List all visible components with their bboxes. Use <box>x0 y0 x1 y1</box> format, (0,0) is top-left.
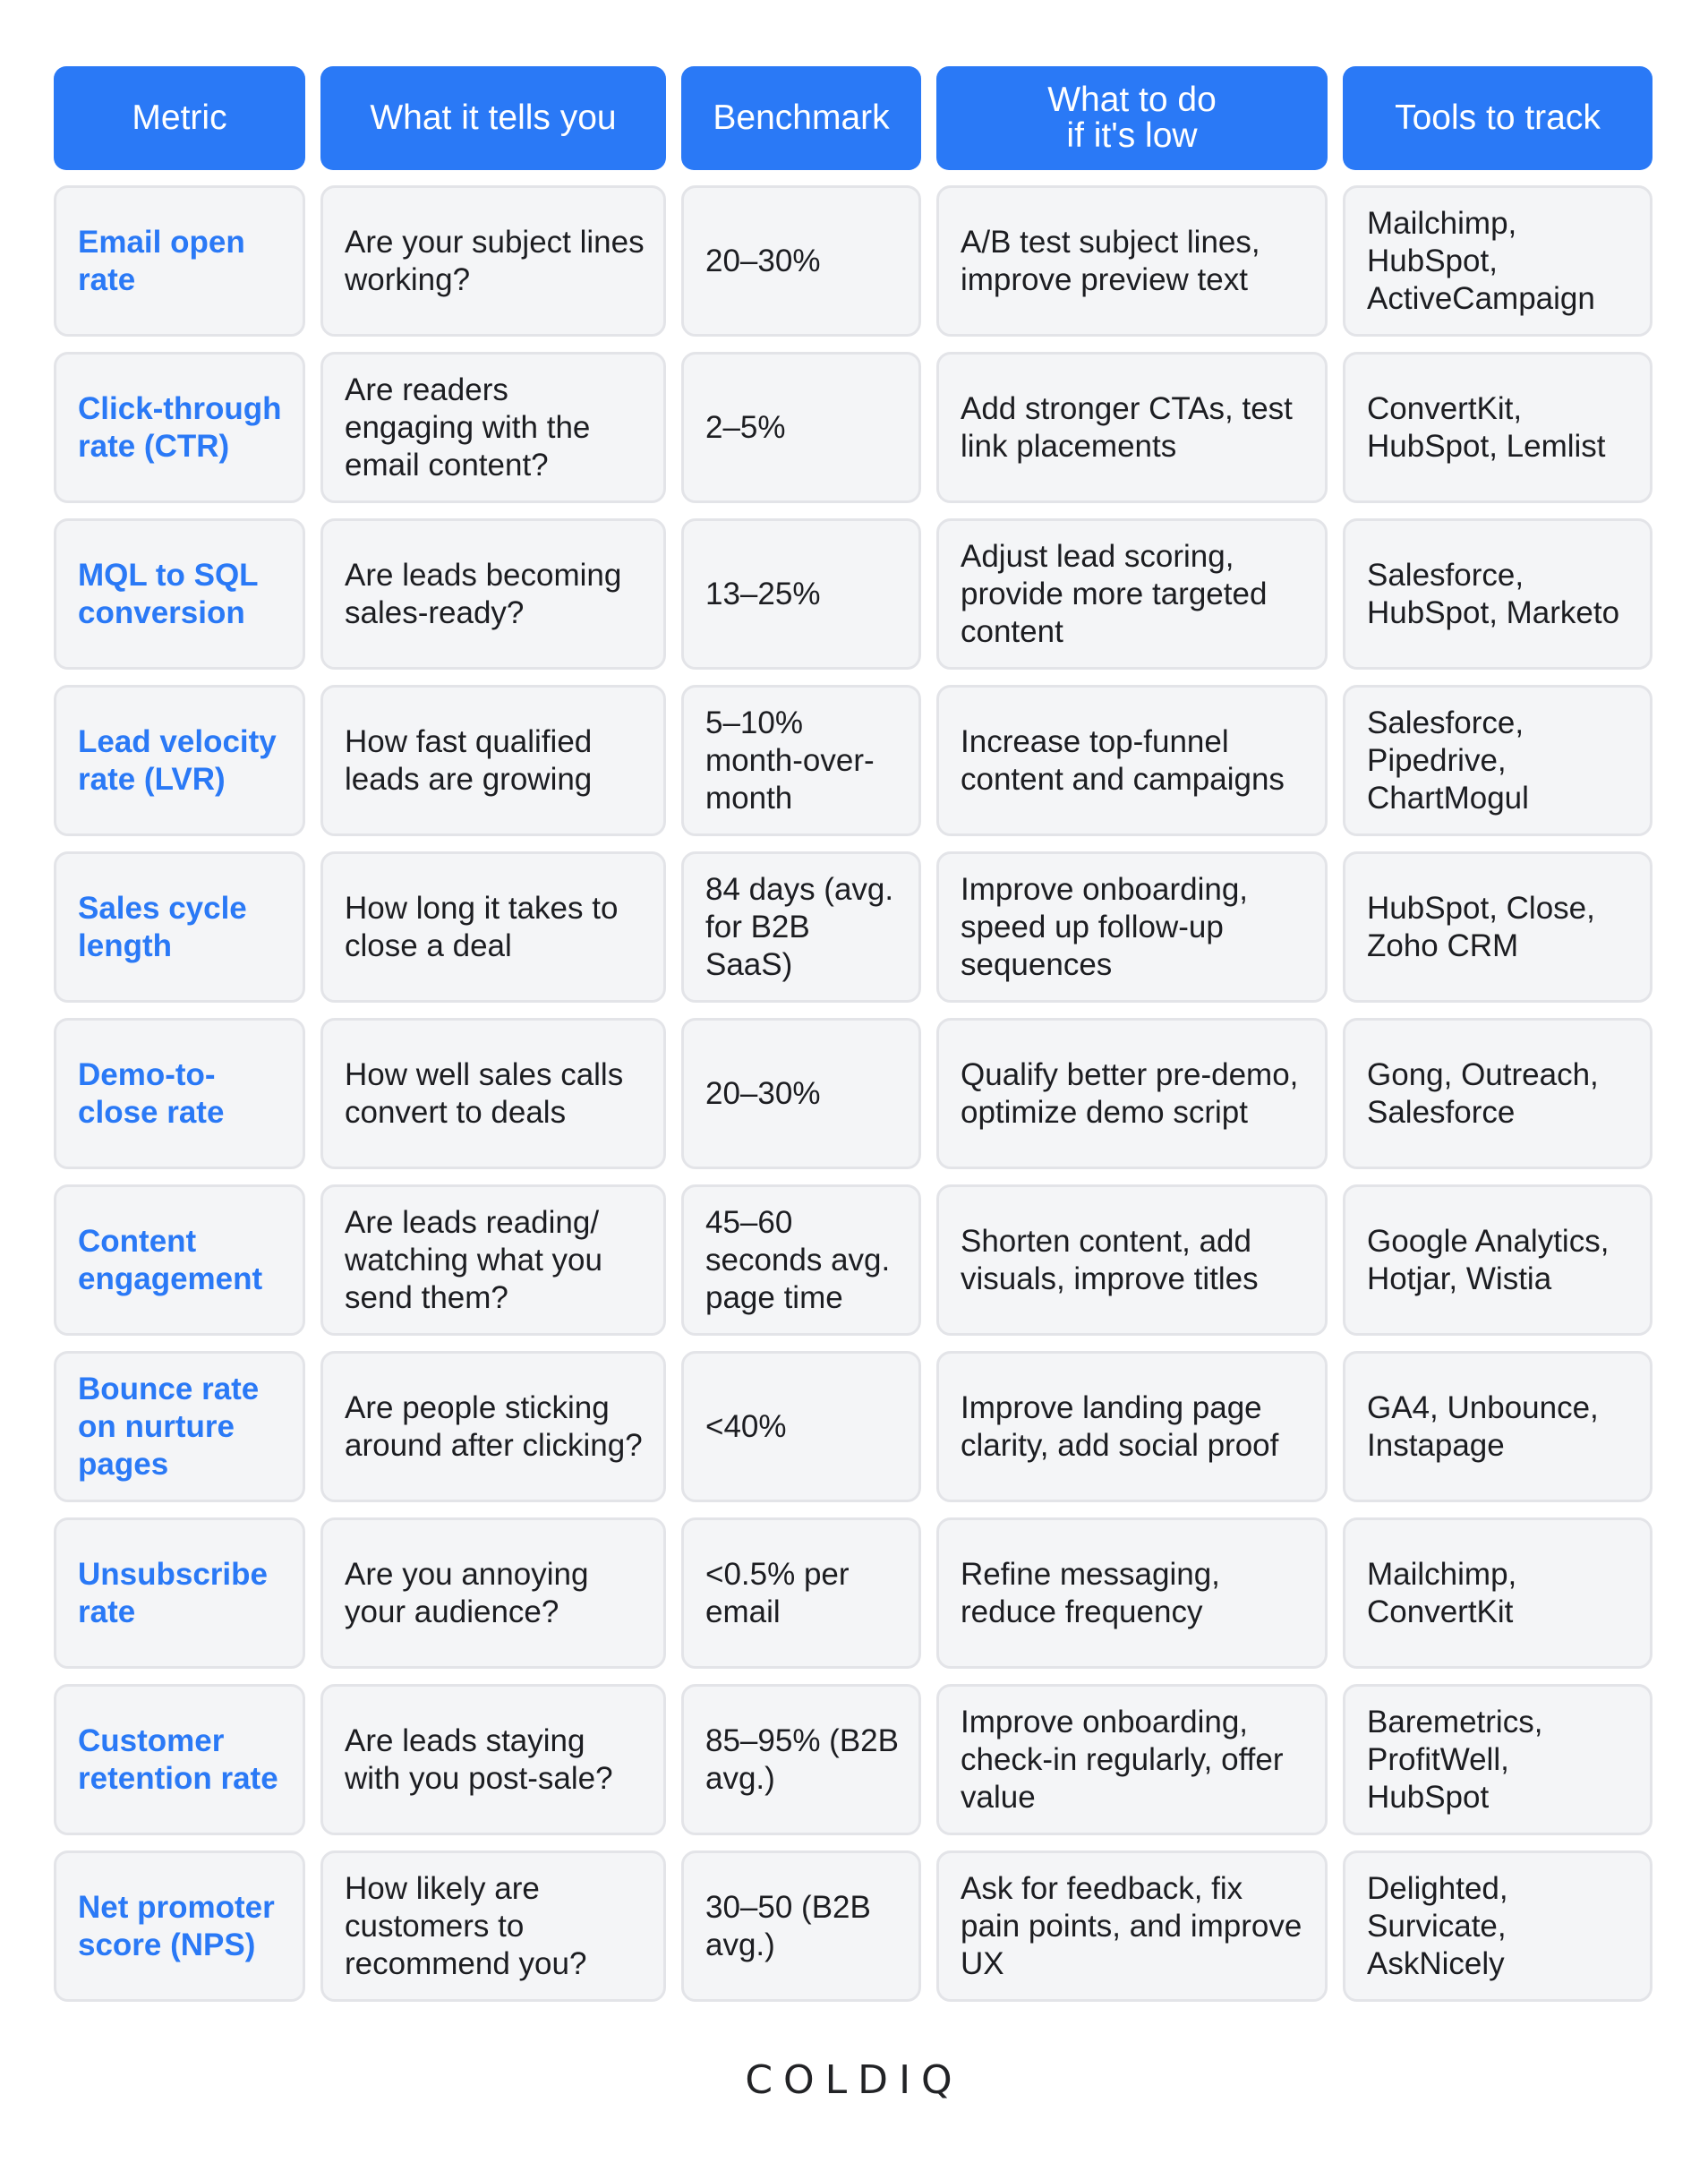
benchmark-cell <box>681 1517 921 1669</box>
metric-cell <box>54 352 305 503</box>
tells-cell <box>320 185 666 337</box>
metric-cell-text: MQL to SQL conversion <box>78 557 258 630</box>
tools-cell <box>1343 851 1652 1003</box>
todo-cell <box>936 352 1328 503</box>
tools-cell-text: Delighted, Survicate, AskNicely <box>1367 1870 1508 1981</box>
benchmark-cell <box>681 518 921 670</box>
todo-cell <box>936 1517 1328 1669</box>
metric-cell <box>54 1850 305 2002</box>
benchmark-cell <box>681 1351 921 1502</box>
metric-cell <box>54 1517 305 1669</box>
tools-cell-text: Baremetrics, ProfitWell, HubSpot <box>1367 1704 1543 1815</box>
todo-cell-text: Qualify better pre-demo, optimize demo script <box>961 1056 1299 1130</box>
tools-cell <box>1343 185 1652 337</box>
tells-cell <box>320 518 666 670</box>
tools-cell <box>1343 1684 1652 1835</box>
header-benchmark: Benchmark <box>681 66 921 170</box>
metric-cell <box>54 1018 305 1169</box>
tells-cell <box>320 851 666 1003</box>
benchmark-cell-text: 45–60 seconds avg. page time <box>705 1204 891 1315</box>
todo-cell <box>936 185 1328 337</box>
tells-cell <box>320 1850 666 2002</box>
tools-cell <box>1343 352 1652 503</box>
tools-cell <box>1343 1351 1652 1502</box>
metric-cell-text: Net promoter score (NPS) <box>78 1889 275 1962</box>
tells-cell-text: Are people sticking around after clicking? <box>345 1389 643 1463</box>
todo-cell-text: Improve onboarding, check-in regularly, offer value <box>961 1704 1284 1815</box>
tools-cell-text: Mailchimp, ConvertKit <box>1367 1556 1517 1629</box>
tells-cell <box>320 1018 666 1169</box>
metric-cell <box>54 185 305 337</box>
todo-cell-text: A/B test subject lines, improve preview text <box>961 224 1260 297</box>
tools-cell-text: Gong, Outreach, Salesforce <box>1367 1056 1599 1130</box>
todo-cell-text: Improve landing page clarity, add social proof <box>961 1389 1279 1463</box>
tells-cell-text: Are readers engaging with the email content? <box>345 372 591 483</box>
tells-cell-text: How fast qualified leads are growing <box>345 723 593 797</box>
tells-cell-text: How well sales calls convert to deals <box>345 1056 624 1130</box>
tools-cell-text: Mailchimp, HubSpot, ActiveCampaign <box>1367 205 1595 316</box>
header-metric: Metric <box>54 66 305 170</box>
todo-cell <box>936 1184 1328 1336</box>
benchmark-cell-text: <40% <box>705 1408 787 1444</box>
metric-cell <box>54 1184 305 1336</box>
todo-cell-text: Increase top-funnel content and campaigns <box>961 723 1285 797</box>
todo-cell <box>936 685 1328 836</box>
metric-cell-text: Customer retention rate <box>78 1722 278 1796</box>
todo-cell-text: Refine messaging, reduce frequency <box>961 1556 1220 1629</box>
todo-cell <box>936 1850 1328 2002</box>
benchmark-cell <box>681 1850 921 2002</box>
todo-cell <box>936 518 1328 670</box>
metric-cell-text: Email open rate <box>78 224 245 297</box>
benchmark-cell <box>681 685 921 836</box>
tells-cell <box>320 1684 666 1835</box>
todo-cell-text: Improve onboarding, speed up follow-up sequences <box>961 871 1249 982</box>
tools-cell-text: GA4, Unbounce, Instapage <box>1367 1389 1599 1463</box>
metric-cell-text: Demo-to-close rate <box>78 1056 225 1130</box>
metric-cell <box>54 851 305 1003</box>
benchmark-cell <box>681 185 921 337</box>
benchmark-cell-text: 84 days (avg. for B2B SaaS) <box>705 871 894 982</box>
metrics-table <box>54 66 1654 2002</box>
tools-cell <box>1343 1018 1652 1169</box>
header-tools-to-track: Tools to track <box>1343 66 1652 170</box>
todo-cell-text: Adjust lead scoring, provide more targeted content <box>961 538 1268 649</box>
todo-cell <box>936 1018 1328 1169</box>
metric-cell <box>54 1684 305 1835</box>
benchmark-cell <box>681 1684 921 1835</box>
benchmark-cell <box>681 1184 921 1336</box>
todo-cell-text: Shorten content, add visuals, improve titles <box>961 1223 1259 1296</box>
tells-cell <box>320 1184 666 1336</box>
tells-cell-text: Are leads reading/ watching what you send them? <box>345 1204 602 1315</box>
tells-cell <box>320 1351 666 1502</box>
benchmark-cell-text: 5–10% month-over-month <box>705 705 875 816</box>
todo-cell-text: Add stronger CTAs, test link placements <box>961 390 1293 464</box>
benchmark-cell-text: <0.5% per email <box>705 1556 850 1629</box>
tells-cell-text: How long it takes to close a deal <box>345 890 619 963</box>
benchmark-cell-text: 85–95% (B2B avg.) <box>705 1722 899 1796</box>
benchmark-cell-text: 13–25% <box>705 576 821 611</box>
tools-cell-text: Google Analytics, Hotjar, Wistia <box>1367 1223 1610 1296</box>
benchmark-cell <box>681 1018 921 1169</box>
todo-cell <box>936 851 1328 1003</box>
tools-cell-text: ConvertKit, HubSpot, Lemlist <box>1367 390 1606 464</box>
metric-cell-text: Sales cycle length <box>78 890 247 963</box>
benchmark-cell-text: 20–30% <box>705 1075 821 1111</box>
header-what-to-do: What to do if it's low <box>936 66 1328 170</box>
metric-cell-text: Unsubscribe rate <box>78 1556 268 1629</box>
header-what-it-tells-you: What it tells you <box>320 66 666 170</box>
tells-cell <box>320 352 666 503</box>
tools-cell-text: Salesforce, HubSpot, Marketo <box>1367 557 1620 630</box>
tells-cell-text: Are leads staying with you post-sale? <box>345 1722 613 1796</box>
tools-cell-text: Salesforce, Pipedrive, ChartMogul <box>1367 705 1529 816</box>
tells-cell <box>320 685 666 836</box>
metric-cell-text: Bounce rate on nurture pages <box>78 1371 260 1482</box>
coldiq-logo: COLDIQ <box>745 2057 963 2103</box>
tells-cell-text: How likely are customers to recommend you? <box>345 1870 587 1981</box>
metric-cell-text: Click-through rate (CTR) <box>78 390 282 464</box>
metric-cell-text: Lead velocity rate (LVR) <box>78 723 277 797</box>
tools-cell <box>1343 1850 1652 2002</box>
tools-cell <box>1343 685 1652 836</box>
todo-cell <box>936 1684 1328 1835</box>
tells-cell <box>320 1517 666 1669</box>
benchmark-cell-text: 20–30% <box>705 243 821 278</box>
metric-cell <box>54 685 305 836</box>
benchmark-cell-text: 2–5% <box>705 409 786 445</box>
metric-cell <box>54 518 305 670</box>
tools-cell <box>1343 1184 1652 1336</box>
tools-cell <box>1343 518 1652 670</box>
metric-cell-text: Content engagement <box>78 1223 263 1296</box>
tools-cell <box>1343 1517 1652 1669</box>
benchmark-cell <box>681 851 921 1003</box>
tells-cell-text: Are your subject lines working? <box>345 224 645 297</box>
tools-cell-text: HubSpot, Close, Zoho CRM <box>1367 890 1595 963</box>
benchmark-cell <box>681 352 921 503</box>
tells-cell-text: Are leads becoming sales-ready? <box>345 557 622 630</box>
tells-cell-text: Are you annoying your audience? <box>345 1556 589 1629</box>
todo-cell-text: Ask for feedback, fix pain points, and improve UX <box>961 1870 1302 1981</box>
metric-cell <box>54 1351 305 1502</box>
todo-cell <box>936 1351 1328 1502</box>
benchmark-cell-text: 30–50 (B2B avg.) <box>705 1889 871 1962</box>
